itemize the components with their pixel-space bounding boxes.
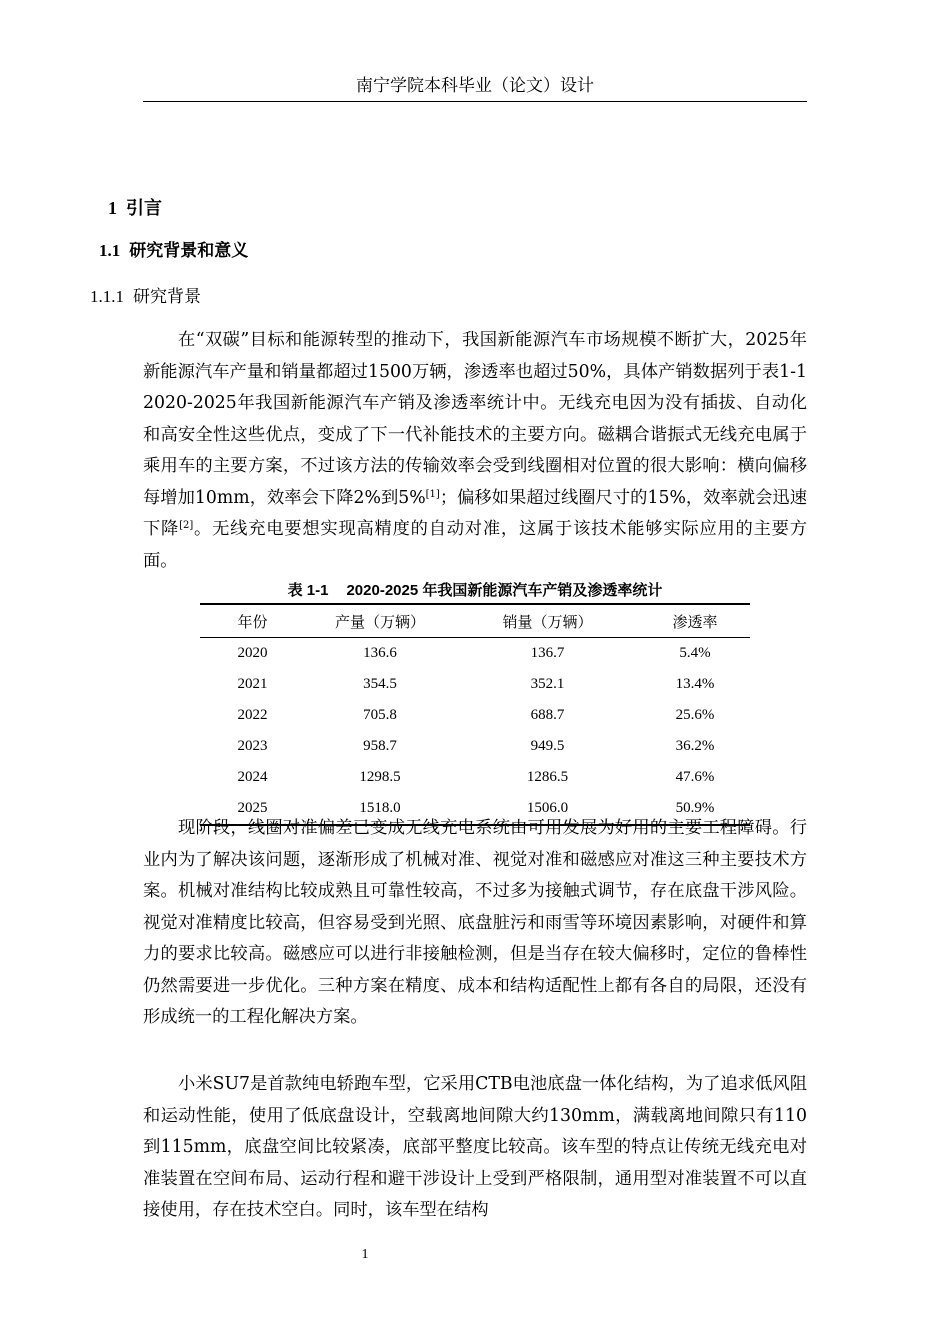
section-heading bbox=[99, 238, 248, 264]
paragraph-text: 。无线充电要想实现高精度的自动对准，这属于该技术能够实际应用的主要方面。 bbox=[143, 519, 807, 571]
table-cell: 47.6% bbox=[675, 769, 715, 785]
table-row bbox=[200, 731, 750, 762]
table-cell: 2025 bbox=[237, 800, 268, 816]
subsection-heading bbox=[90, 284, 201, 310]
table-cell: 50.9% bbox=[675, 800, 715, 816]
table-cell: 5.4% bbox=[679, 645, 711, 661]
paragraph-alignment-methods: 现阶段，线圈对准偏差已变成无线充电系统由可用发展为好用的主要工程障碍。行业内为了解决该问题，逐渐形成了机械对准、视觉对准和磁感应对准这三种主要技术方案。机械对准结构比较成熟且可靠性较高，不过多为接触式调节，存在底盘干涉风险。视觉对准精度比较高，但容易受到光照、底盘脏污和雨雪等环境因素影响，对硬件和算力的要求比较高。磁感应可以进行非接触检测，但是当存在较大偏移时，定位的鲁棒性仍然需要进一步优化。三种方案在精度、成本和结构适配性上都有各自的局限，还没有形成统一的工程化解决方案。 bbox=[143, 818, 807, 1027]
table-cell: 2024 bbox=[237, 769, 268, 785]
table-cell: 958.7 bbox=[363, 738, 397, 754]
table-cell: 1518.0 bbox=[359, 800, 401, 816]
table-cell: 1298.5 bbox=[359, 769, 401, 785]
table-header-cell: 年份 bbox=[237, 614, 268, 631]
chapter-title: 引言 bbox=[126, 198, 162, 219]
citation-ref[interactable]: [2] bbox=[179, 520, 194, 531]
table-cell: 13.4% bbox=[675, 676, 715, 692]
table-header-row bbox=[200, 604, 750, 638]
table-header-cell: 产量（万辆） bbox=[334, 614, 425, 631]
table-cell: 354.5 bbox=[363, 676, 397, 692]
paragraph-text: 在“双碳”目标和能源转型的推动下，我国新能源汽车市场规模不断扩大，2025年新能源汽车产量和销量都超过1500万辆，渗透率也超过50%，具体产销数据列于表1-1 2020-2025年我国新能源汽车产销及渗透率统计中。无线充电因为没有插拔、自动化和高安全性这些优点，变成了下一代补能技术的主要方向。磁耦合谐振式无线充电属于乘用车的主要方案，不过该方法的传输效率会受到线圈相对位置的很大影响：横向偏移每增加10mm，效率会下降2%到5% bbox=[143, 330, 825, 508]
subsection-number: 1.1.1 bbox=[90, 287, 124, 306]
chapter-number: 1 bbox=[108, 198, 117, 218]
page-number: 1 bbox=[361, 1247, 369, 1262]
table-cell: 688.7 bbox=[530, 707, 565, 723]
running-header: 南宁学院本科毕业（论文）设计 bbox=[143, 74, 807, 102]
table-cell: 2023 bbox=[237, 738, 268, 754]
table-cell: 2021 bbox=[237, 676, 268, 692]
table-cell: 25.6% bbox=[675, 707, 715, 723]
table-caption-label: 表 1-1 bbox=[287, 582, 329, 599]
statistics-table bbox=[200, 603, 750, 826]
table-caption-text: 2020-2025 年我国新能源汽车产销及渗透率统计 bbox=[346, 582, 663, 599]
table-header-cell: 渗透率 bbox=[672, 614, 718, 631]
table-cell: 705.8 bbox=[363, 707, 397, 723]
paragraph-text: ；偏移如果超过线圈尺寸的15%，效率就会迅速下降 bbox=[143, 487, 807, 539]
table-cell: 1506.0 bbox=[526, 800, 569, 816]
citation-ref[interactable]: [1] bbox=[425, 488, 440, 500]
table-row bbox=[200, 638, 750, 670]
table-cell: 2022 bbox=[237, 707, 268, 723]
table-row bbox=[200, 762, 750, 793]
table-cell: 352.1 bbox=[530, 676, 565, 692]
table-caption bbox=[143, 580, 807, 602]
section-title: 研究背景和意义 bbox=[129, 241, 249, 261]
section-number: 1.1 bbox=[99, 241, 121, 260]
table-row bbox=[200, 700, 750, 731]
table-cell: 949.5 bbox=[530, 738, 565, 754]
table-cell: 136.7 bbox=[530, 645, 565, 661]
table-cell: 2020 bbox=[237, 645, 268, 661]
subsection-title: 研究背景 bbox=[133, 287, 201, 307]
chapter-heading bbox=[108, 195, 162, 222]
table-cell: 1286.5 bbox=[526, 769, 569, 785]
paragraph-xiaomi-su7: 小米SU7是首款纯电轿跑车型，它采用CTB电池底盘一体化结构，为了追求低风阻和运动性能，使用了低底盘设计，空载离地间隙大约130mm，满载离地间隙只有110到115mm，底盘空间比较紧凑，底部平整度比较高。该车型的特点让传统无线充电对准装置在空间布局、运动行程和避干涉设计上受到严格限制，通用型对准装置不可以直接使用，存在技术空白。同时，该车型在结构 bbox=[143, 1074, 807, 1220]
table-cell: 136.6 bbox=[363, 645, 397, 661]
table-cell: 36.2% bbox=[675, 738, 715, 754]
paragraph-background bbox=[143, 325, 825, 577]
table-row bbox=[200, 669, 750, 700]
table-header-cell: 销量（万辆） bbox=[502, 614, 593, 631]
